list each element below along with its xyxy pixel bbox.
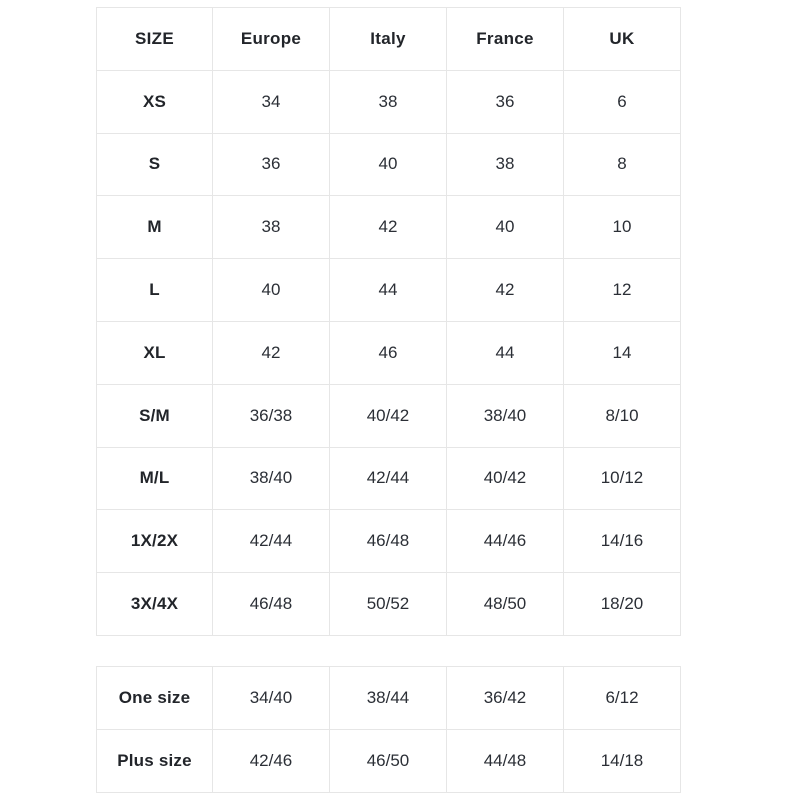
table-row [97,384,681,447]
cell-uk: 14/16 [564,510,681,573]
table-header [97,8,681,71]
cell-europe: 34/40 [213,667,330,730]
table-row [97,133,681,196]
column-header-europe: Europe [213,8,330,71]
cell-france: 38 [447,133,564,196]
cell-italy: 38 [330,70,447,133]
cell-uk: 18/20 [564,573,681,636]
cell-italy: 42/44 [330,447,447,510]
column-header-italy: Italy [330,8,447,71]
cell-uk: 8/10 [564,384,681,447]
table-body [97,70,681,635]
cell-size: S/M [97,384,213,447]
cell-italy: 46 [330,321,447,384]
cell-size: XS [97,70,213,133]
cell-europe: 34 [213,70,330,133]
size-conversion-table [96,7,681,636]
column-header-uk: UK [564,8,681,71]
column-header-size: SIZE [97,8,213,71]
cell-europe: 38 [213,196,330,259]
cell-size: Plus size [97,730,213,793]
cell-uk: 12 [564,259,681,322]
cell-italy: 50/52 [330,573,447,636]
cell-italy: 40/42 [330,384,447,447]
cell-france: 36/42 [447,667,564,730]
table-row [97,510,681,573]
cell-size: M [97,196,213,259]
cell-size: L [97,259,213,322]
cell-france: 36 [447,70,564,133]
cell-france: 44 [447,321,564,384]
table-row [97,321,681,384]
table-row [97,447,681,510]
cell-france: 40/42 [447,447,564,510]
cell-size: One size [97,667,213,730]
cell-france: 48/50 [447,573,564,636]
cell-france: 38/40 [447,384,564,447]
table-row [97,259,681,322]
cell-italy: 46/48 [330,510,447,573]
table-row [97,730,681,793]
table-row [97,196,681,259]
cell-size: 3X/4X [97,573,213,636]
cell-uk: 10 [564,196,681,259]
table-row [97,573,681,636]
cell-france: 44/48 [447,730,564,793]
cell-europe: 40 [213,259,330,322]
cell-uk: 6/12 [564,667,681,730]
cell-size: XL [97,321,213,384]
cell-italy: 40 [330,133,447,196]
cell-italy: 38/44 [330,667,447,730]
cell-europe: 42/44 [213,510,330,573]
table-header-row [97,8,681,71]
cell-size: S [97,133,213,196]
cell-europe: 38/40 [213,447,330,510]
cell-italy: 42 [330,196,447,259]
cell-italy: 46/50 [330,730,447,793]
extra-table-body [97,667,681,793]
table-row [97,667,681,730]
cell-italy: 44 [330,259,447,322]
cell-uk: 14/18 [564,730,681,793]
cell-europe: 46/48 [213,573,330,636]
cell-uk: 10/12 [564,447,681,510]
cell-france: 44/46 [447,510,564,573]
cell-size: 1X/2X [97,510,213,573]
cell-europe: 36/38 [213,384,330,447]
cell-uk: 6 [564,70,681,133]
cell-uk: 14 [564,321,681,384]
table-row [97,70,681,133]
cell-uk: 8 [564,133,681,196]
cell-size: M/L [97,447,213,510]
column-header-france: France [447,8,564,71]
one-size-conversion-table [96,666,681,793]
cell-europe: 42 [213,321,330,384]
cell-europe: 36 [213,133,330,196]
cell-france: 42 [447,259,564,322]
cell-france: 40 [447,196,564,259]
cell-europe: 42/46 [213,730,330,793]
